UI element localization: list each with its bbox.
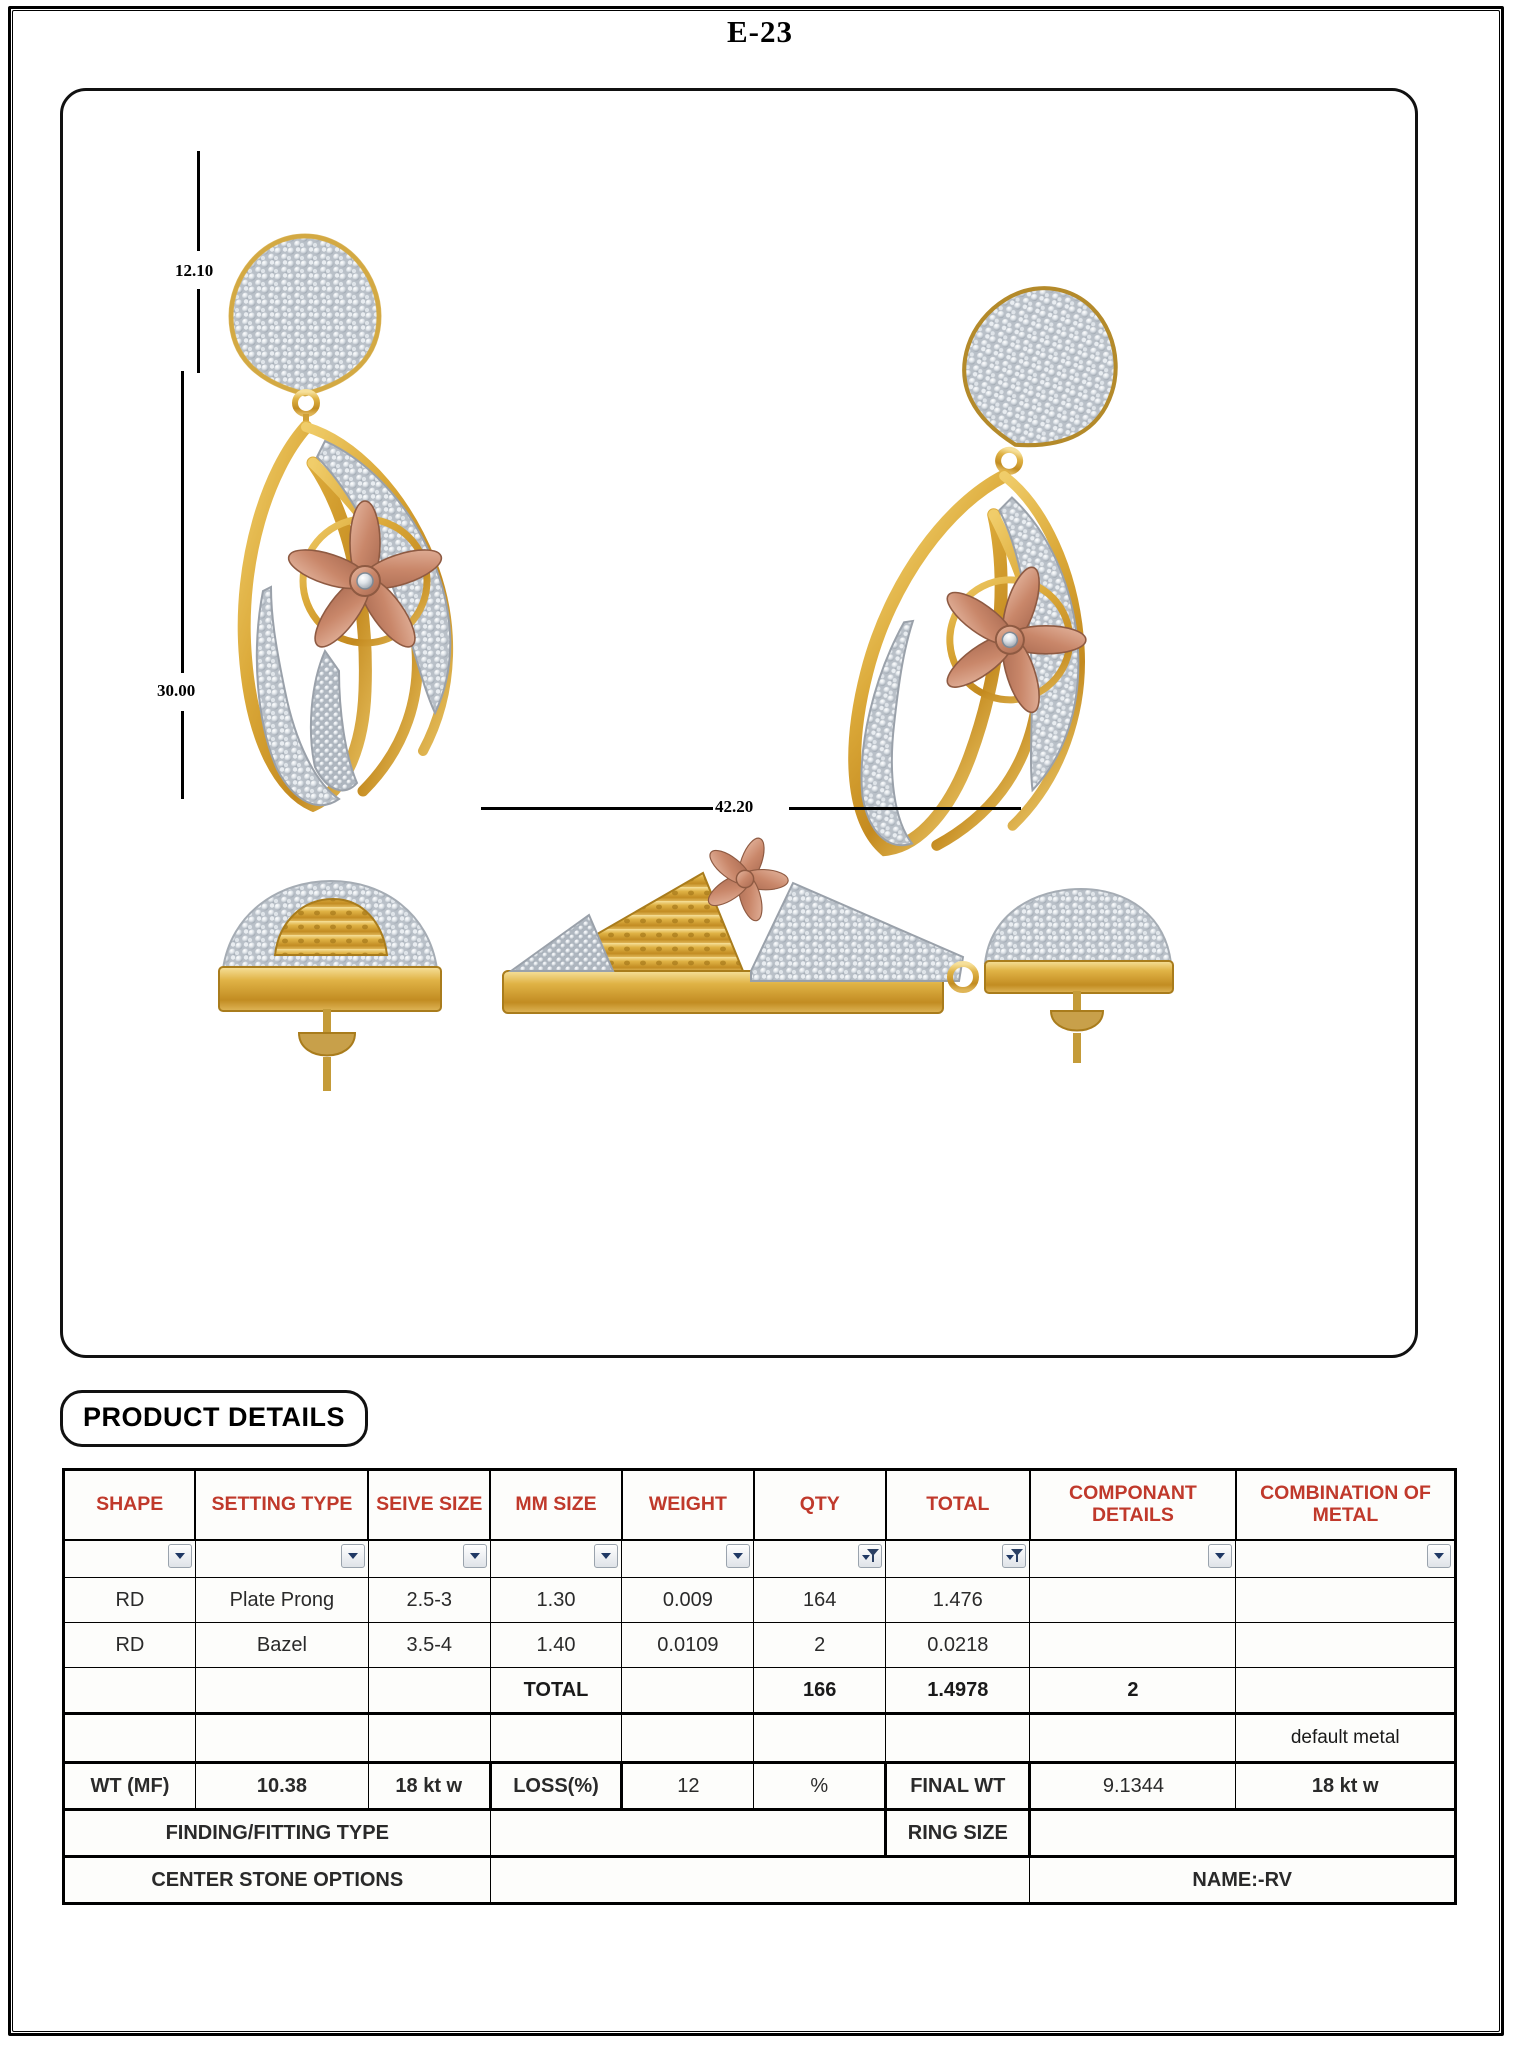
loss-value: 12	[622, 1763, 754, 1810]
filter-cell-combination-of-metal[interactable]	[1236, 1540, 1456, 1578]
dimension-label-drop-height: 30.00	[157, 681, 196, 700]
jewelry-render-svg	[63, 91, 1415, 1355]
finding-fitting-row	[64, 1810, 1456, 1857]
header-qty: QTY	[754, 1470, 886, 1541]
header-total: TOTAL	[886, 1470, 1030, 1541]
cell-shape: RD	[64, 1623, 196, 1668]
note-cell-3	[368, 1714, 490, 1763]
header-mm-size: MM SIZE	[490, 1470, 622, 1541]
filter-cell-total[interactable]	[886, 1540, 1030, 1578]
cell-total: 0.0218	[886, 1623, 1030, 1668]
dropdown-icon[interactable]	[1427, 1544, 1451, 1568]
filter-cell-weight[interactable]	[622, 1540, 754, 1578]
total-label: TOTAL	[490, 1668, 622, 1714]
cell-seive-size: 3.5-4	[368, 1623, 490, 1668]
note-cell-4	[490, 1714, 622, 1763]
earring-side-view-small	[219, 881, 441, 1091]
header-shape: SHAPE	[64, 1470, 196, 1541]
total-cell-qty: 166	[754, 1668, 886, 1714]
summary-weight-row	[64, 1763, 1456, 1810]
center-stone-row	[64, 1857, 1456, 1904]
filter-cell-shape[interactable]	[64, 1540, 196, 1578]
wt-mf-label: WT (MF)	[64, 1763, 196, 1810]
dropdown-icon[interactable]	[341, 1544, 365, 1568]
note-cell-1	[64, 1714, 196, 1763]
cell-total: 1.476	[886, 1578, 1030, 1623]
cell-componant-details	[1030, 1623, 1236, 1668]
dimension-line-width-right	[789, 807, 1021, 810]
cell-qty: 164	[754, 1578, 886, 1623]
total-cell-combination-of-metal	[1236, 1668, 1456, 1714]
dimension-line-width-left	[481, 807, 713, 810]
total-cell-shape	[64, 1668, 196, 1714]
loss-unit: %	[754, 1763, 886, 1810]
header-weight: WEIGHT	[622, 1470, 754, 1541]
cell-setting-type: Bazel	[195, 1623, 368, 1668]
note-cell-2	[195, 1714, 368, 1763]
filter-cell-mm-size[interactable]	[490, 1540, 622, 1578]
cell-mm-size: 1.40	[490, 1623, 622, 1668]
product-image-panel	[60, 88, 1418, 1358]
earring-side-profile	[503, 835, 1173, 1063]
cell-combination-of-metal	[1236, 1578, 1456, 1623]
product-details-heading: PRODUCT DETAILS	[60, 1390, 368, 1447]
cell-qty: 2	[754, 1623, 886, 1668]
final-wt-label: FINAL WT	[886, 1763, 1030, 1810]
cell-mm-size: 1.30	[490, 1578, 622, 1623]
dimension-line-drop-upper	[181, 371, 184, 673]
note-cell-6	[754, 1714, 886, 1763]
header-setting-type: SETTING TYPE	[195, 1470, 368, 1541]
header-combination-of-metal: COMBINATION OF METAL	[1236, 1470, 1456, 1541]
table-header-row	[64, 1470, 1456, 1541]
final-wt-metal: 18 kt w	[1236, 1763, 1456, 1810]
total-cell-seive-size	[368, 1668, 490, 1714]
dimension-line-drop-lower	[181, 711, 184, 799]
table-filter-row	[64, 1540, 1456, 1578]
wt-mf-metal: 18 kt w	[368, 1763, 490, 1810]
dimension-line-top-upper	[197, 151, 200, 251]
page-title: E-23	[727, 14, 793, 49]
dropdown-icon[interactable]	[168, 1544, 192, 1568]
dimension-line-top-lower	[197, 289, 200, 373]
total-cell-setting-type	[195, 1668, 368, 1714]
dropdown-icon[interactable]	[1208, 1544, 1232, 1568]
table-row	[64, 1623, 1456, 1668]
ring-size-value[interactable]	[1030, 1810, 1456, 1857]
name-label: NAME:-RV	[1030, 1857, 1456, 1904]
earring-front-view	[231, 236, 450, 805]
cell-shape: RD	[64, 1578, 196, 1623]
dimension-label-width: 42.20	[715, 797, 754, 816]
filter-funnel-icon[interactable]	[858, 1544, 882, 1568]
earring-angled-view	[812, 268, 1198, 892]
cell-seive-size: 2.5-3	[368, 1578, 490, 1623]
header-seive-size: SEIVE SIZE	[368, 1470, 490, 1541]
filter-cell-seive-size[interactable]	[368, 1540, 490, 1578]
note-cell-7	[886, 1714, 1030, 1763]
dropdown-icon[interactable]	[463, 1544, 487, 1568]
default-metal-note: default metal	[1236, 1714, 1456, 1763]
cell-setting-type: Plate Prong	[195, 1578, 368, 1623]
note-cell-8	[1030, 1714, 1236, 1763]
cell-weight: 0.0109	[622, 1623, 754, 1668]
cell-combination-of-metal	[1236, 1623, 1456, 1668]
dropdown-icon[interactable]	[726, 1544, 750, 1568]
total-cell-weight	[622, 1668, 754, 1714]
product-details-table	[62, 1468, 1457, 1905]
finding-fitting-label: FINDING/FITTING TYPE	[64, 1810, 491, 1857]
final-wt-value: 9.1344	[1030, 1763, 1236, 1810]
center-stone-value[interactable]	[490, 1857, 1030, 1904]
total-cell-componant-details: 2	[1030, 1668, 1236, 1714]
note-cell-5	[622, 1714, 754, 1763]
loss-label: LOSS(%)	[490, 1763, 622, 1810]
header-componant-details: COMPONANT DETAILS	[1030, 1470, 1236, 1541]
filter-cell-setting-type[interactable]	[195, 1540, 368, 1578]
dimension-label-top-height: 12.10	[175, 261, 214, 280]
finding-fitting-value[interactable]	[490, 1810, 886, 1857]
center-stone-label: CENTER STONE OPTIONS	[64, 1857, 491, 1904]
filter-cell-qty[interactable]	[754, 1540, 886, 1578]
filter-funnel-icon[interactable]	[1002, 1544, 1026, 1568]
wt-mf-value: 10.38	[195, 1763, 368, 1810]
ring-size-label: RING SIZE	[886, 1810, 1030, 1857]
cell-componant-details	[1030, 1578, 1236, 1623]
cell-weight: 0.009	[622, 1578, 754, 1623]
table-row	[64, 1578, 1456, 1623]
table-total-row	[64, 1668, 1456, 1714]
filter-cell-componant-details[interactable]	[1030, 1540, 1236, 1578]
dropdown-icon[interactable]	[594, 1544, 618, 1568]
total-cell-total: 1.4978	[886, 1668, 1030, 1714]
table-note-row	[64, 1714, 1456, 1763]
